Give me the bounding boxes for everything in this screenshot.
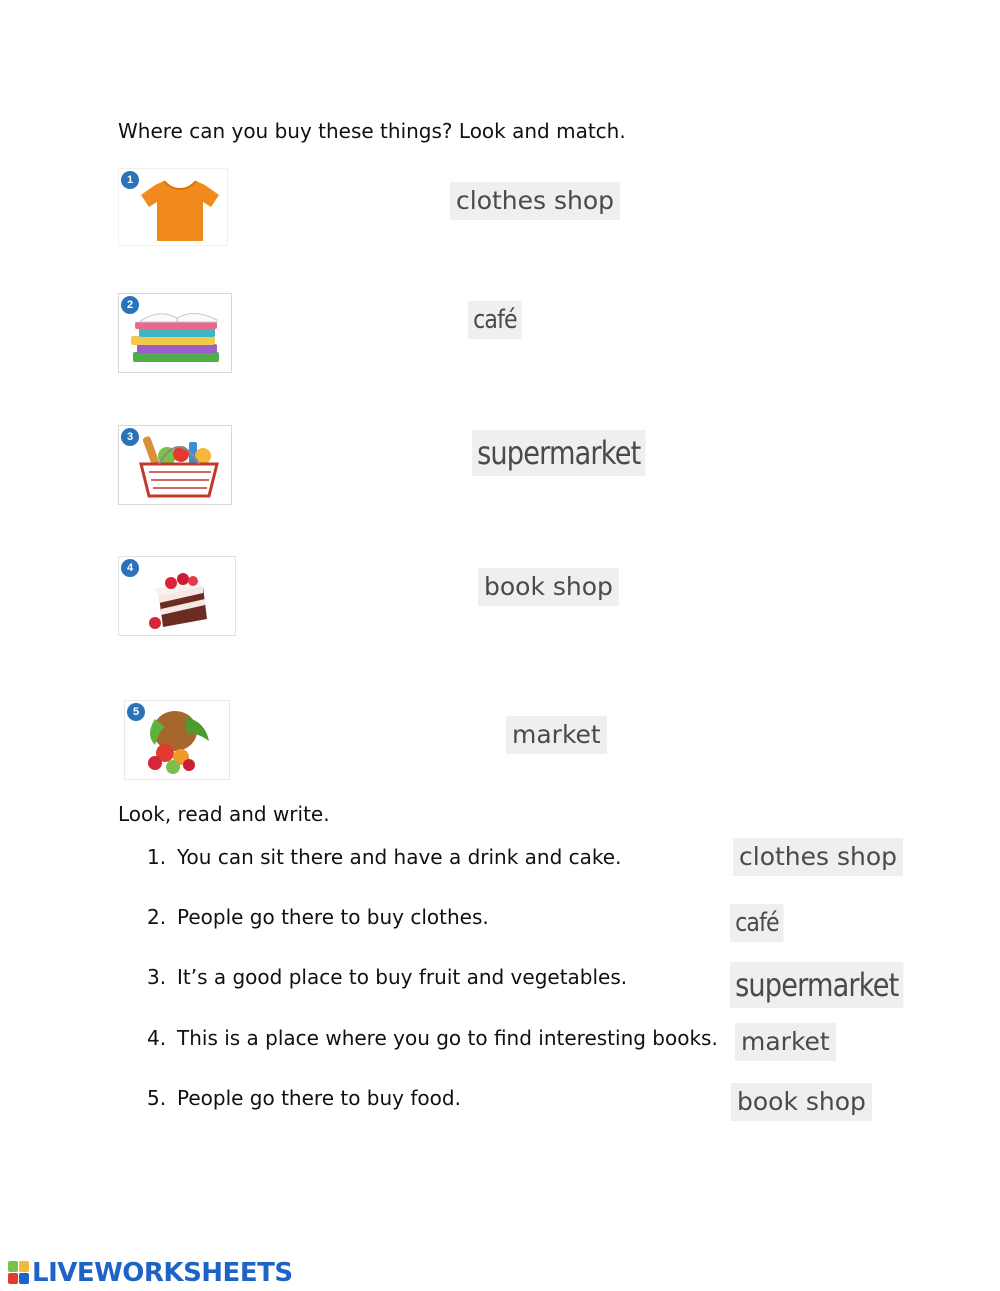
word-tile-market[interactable]: market xyxy=(506,716,607,754)
answer-tile-book-shop[interactable]: book shop xyxy=(731,1083,872,1121)
answer-tile-clothes-shop[interactable]: clothes shop xyxy=(733,838,903,876)
question-text: People go there to buy food. xyxy=(177,1086,461,1110)
word-tile-supermarket[interactable]: supermarket xyxy=(472,430,645,476)
word-tile-clothes-shop[interactable]: clothes shop xyxy=(450,182,620,220)
picture-5[interactable] xyxy=(124,700,230,780)
liveworksheets-logo[interactable] xyxy=(8,1258,293,1288)
picture-1[interactable] xyxy=(118,168,228,246)
logo-text: LIVEWORKSHEETS xyxy=(32,1258,293,1288)
question-3 xyxy=(147,965,627,989)
word-tile-book-shop[interactable]: book shop xyxy=(478,568,619,606)
question-text: It’s a good place to buy fruit and vegetables. xyxy=(177,965,628,989)
picture-4[interactable] xyxy=(118,556,236,636)
question-4 xyxy=(147,1026,718,1050)
picture-3[interactable] xyxy=(118,425,232,505)
question-number: 2. xyxy=(147,905,167,929)
answer-tile-market[interactable]: market xyxy=(735,1023,836,1061)
question-1 xyxy=(147,845,621,869)
question-number: 4. xyxy=(147,1026,167,1050)
match-instruction: Where can you buy these things? Look and match. xyxy=(118,119,626,143)
answer-tile-cafe[interactable]: café xyxy=(730,904,784,942)
question-text: This is a place where you go to find interesting books. xyxy=(177,1026,718,1050)
picture-2[interactable] xyxy=(118,293,232,373)
number-badge: 3 xyxy=(121,428,139,446)
question-5 xyxy=(147,1086,461,1110)
question-2 xyxy=(147,905,489,929)
word-tile-cafe[interactable]: café xyxy=(468,301,522,339)
number-badge: 5 xyxy=(127,703,145,721)
number-badge: 4 xyxy=(121,559,139,577)
number-badge: 2 xyxy=(121,296,139,314)
question-text: You can sit there and have a drink and cake. xyxy=(177,845,622,869)
number-badge: 1 xyxy=(121,171,139,189)
answer-tile-supermarket[interactable]: supermarket xyxy=(730,962,903,1008)
write-instruction: Look, read and write. xyxy=(118,802,330,826)
question-number: 5. xyxy=(147,1086,167,1110)
logo-mark-icon xyxy=(8,1261,30,1285)
question-text: People go there to buy clothes. xyxy=(177,905,489,929)
question-number: 1. xyxy=(147,845,167,869)
question-number: 3. xyxy=(147,965,167,989)
